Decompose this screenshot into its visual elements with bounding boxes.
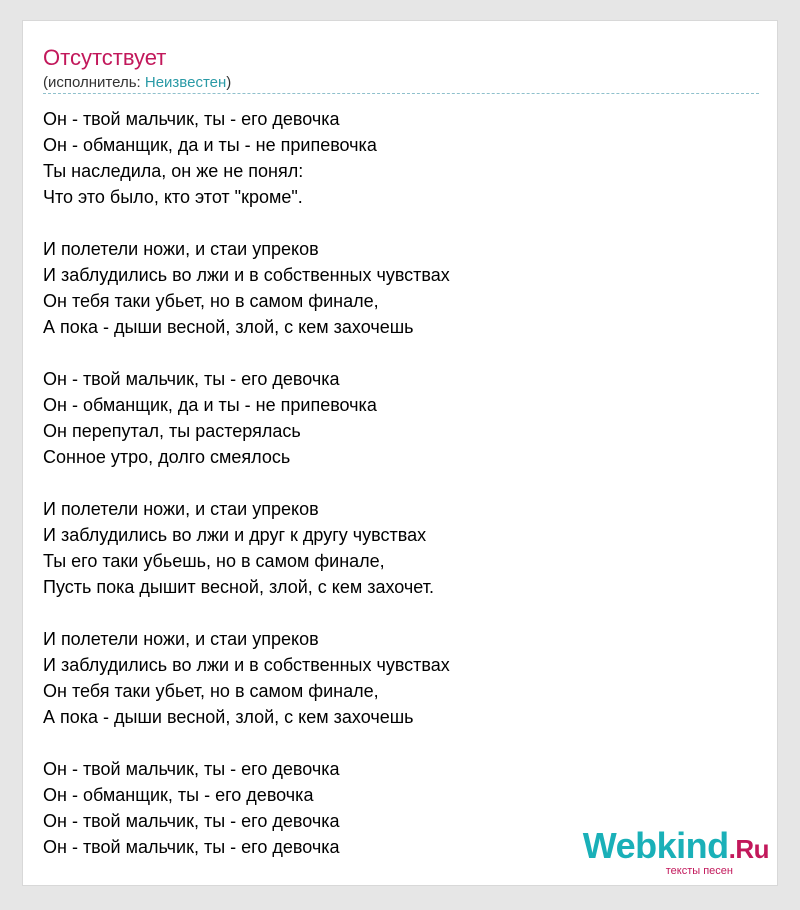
lyric-line: Он - твой мальчик, ты - его девочка [43,811,340,831]
lyric-line: Он - твой мальчик, ты - его девочка [43,759,340,779]
lyrics-body [43,106,450,860]
lyric-line: Он перепутал, ты растерялась [43,421,301,441]
artist-suffix: ) [226,74,232,91]
title-divider [43,93,759,94]
song-title: Отсутствует [43,45,167,70]
lyric-line: И заблудились во лжи и в собственных чувствах [43,265,450,285]
lyric-line: Он - обманщик, ты - его девочка [43,785,314,805]
site-logo[interactable] [582,825,769,877]
artist-line [43,73,231,93]
lyric-line: Он - твой мальчик, ты - его девочка [43,837,340,857]
lyric-line: Он тебя таки убьет, но в самом финале, [43,681,379,701]
stanza-gap [43,210,450,236]
lyric-line: И полетели ножи, и стаи упреков [43,629,319,649]
stanza-gap [43,340,450,366]
lyric-line: И заблудились во лжи и друг к другу чувствах [43,525,427,545]
lyric-line: Что это было, кто этот "кроме". [43,187,303,207]
lyric-line: Пусть пока дышит весной, злой, с кем захочет. [43,577,434,597]
lyric-line: Он тебя таки убьет, но в самом финале, [43,291,379,311]
lyric-line: А пока - дыши весной, злой, с кем захочешь [43,707,414,727]
lyric-line: И полетели ножи, и стаи упреков [43,239,319,259]
lyrics-card [22,20,778,886]
stanza-gap [43,470,450,496]
lyric-line: Он - обманщик, да и ты - не припевочка [43,395,377,415]
logo-tagline: тексты песен [665,865,733,877]
lyric-line: И заблудились во лжи и в собственных чувствах [43,655,450,675]
lyric-line: А пока - дыши весной, злой, с кем захочешь [43,317,414,337]
lyric-line: Ты его таки убьешь, но в самом финале, [43,551,385,571]
logo-tld: .Ru [728,834,769,864]
artist-prefix: (исполнитель: [43,74,145,91]
stanza-gap [43,730,450,756]
logo-name: Webkind [582,825,729,866]
stanza-gap [43,600,450,626]
lyric-line: Он - обманщик, да и ты - не припевочка [43,135,377,155]
lyric-line: Он - твой мальчик, ты - его девочка [43,109,340,129]
lyric-line: Сонное утро, долго смеялось [43,447,291,467]
lyric-line: И полетели ножи, и стаи упреков [43,499,319,519]
lyric-line: Он - твой мальчик, ты - его девочка [43,369,340,389]
artist-link[interactable]: Неизвестен [144,74,227,91]
lyric-line: Ты наследила, он же не понял: [43,161,304,181]
